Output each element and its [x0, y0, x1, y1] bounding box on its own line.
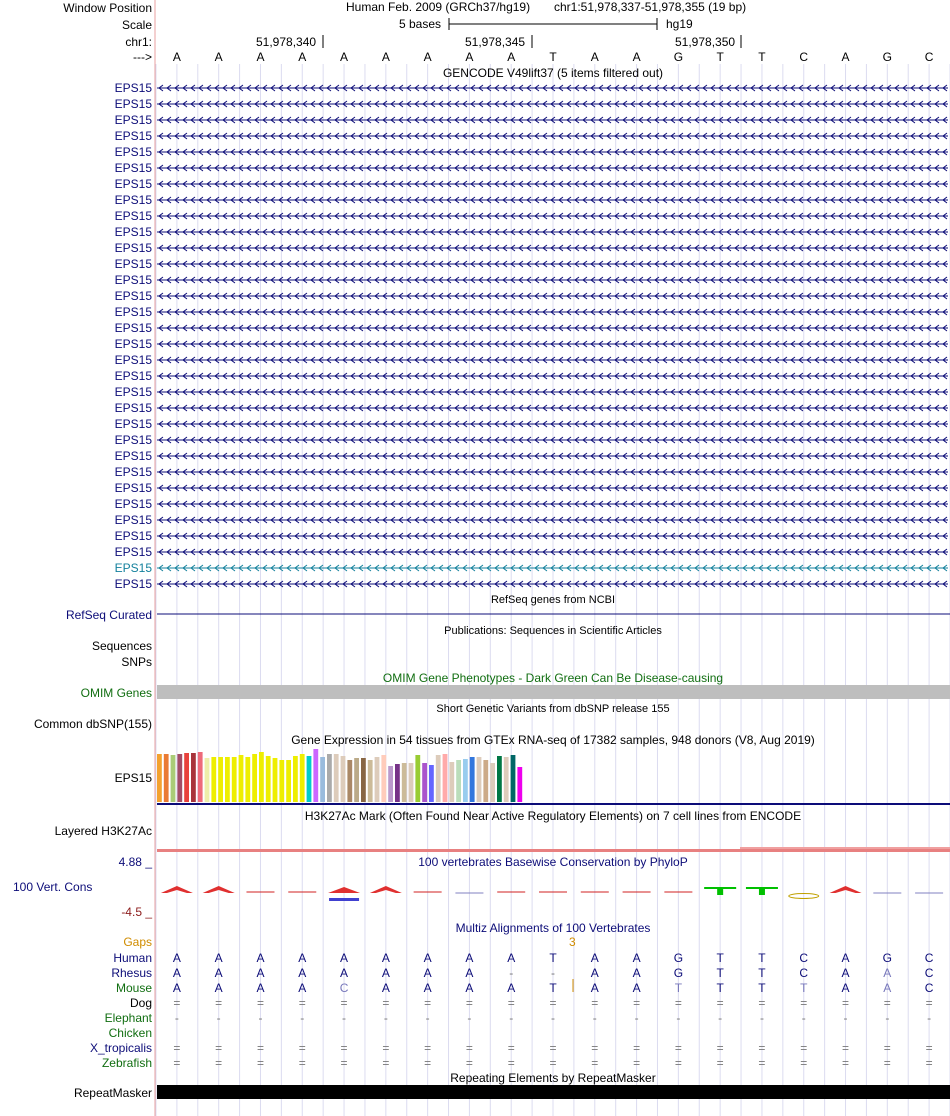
aligned-base: =: [883, 996, 891, 1010]
gtex-tissue-bar: [368, 760, 373, 802]
gtex-tissue-bar: [293, 756, 298, 802]
phylop-max-label: 4.88 _: [118, 855, 152, 869]
gencode-transcript-label[interactable]: EPS15: [114, 577, 152, 591]
aligned-base: =: [173, 1056, 181, 1070]
aligned-base: A: [256, 981, 265, 995]
aligned-base: =: [215, 1041, 223, 1055]
dbsnp-label[interactable]: Common dbSNP(155): [33, 717, 152, 731]
aligned-base: A: [883, 966, 892, 980]
aligned-base: A: [590, 951, 599, 965]
aligned-base: =: [633, 996, 641, 1010]
aligned-base: -: [592, 1011, 597, 1025]
position-text: chr1:51,978,337-51,978,355 (19 bp): [554, 0, 747, 14]
aligned-base: C: [339, 981, 349, 995]
aligned-base: A: [883, 981, 892, 995]
aligned-base: A: [590, 981, 599, 995]
species-label[interactable]: Human: [113, 951, 152, 965]
sequence-base: C: [799, 50, 809, 64]
aligned-base: T: [549, 951, 557, 965]
aligned-base: A: [381, 966, 390, 980]
aligned-base: A: [841, 951, 850, 965]
gtex-tissue-bar: [415, 755, 420, 802]
aligned-base: -: [383, 1011, 388, 1025]
gencode-transcript-label[interactable]: EPS15: [114, 337, 152, 351]
species-label[interactable]: Chicken: [108, 1026, 152, 1040]
aligned-base: A: [256, 951, 265, 965]
sequence-base: G: [673, 50, 684, 64]
aligned-base: A: [632, 981, 641, 995]
aligned-base: =: [800, 1041, 808, 1055]
sequence-base: A: [507, 50, 516, 64]
repeatmasker-track-title[interactable]: Repeating Elements by RepeatMasker: [450, 1071, 656, 1085]
aligned-base: A: [340, 966, 349, 980]
aligned-base: -: [843, 1011, 848, 1025]
aligned-base: =: [298, 1056, 306, 1070]
gtex-tissue-bar: [409, 763, 414, 802]
gtex-track-title[interactable]: Gene Expression in 54 tissues from GTEx RNA-seq of 17382 samples, 948 donors (V8, Aug 2019): [291, 733, 815, 747]
omim-gene-bar: [157, 685, 950, 699]
gaps-label: Gaps: [123, 935, 152, 949]
gencode-transcript-label[interactable]: EPS15: [114, 305, 152, 319]
aligned-base: T: [758, 966, 766, 980]
aligned-base: =: [507, 1041, 515, 1055]
aligned-base: =: [591, 1041, 599, 1055]
aligned-base: A: [298, 981, 307, 995]
aligned-base: A: [465, 966, 474, 980]
gencode-transcript-label[interactable]: EPS15: [114, 177, 152, 191]
aligned-base: A: [381, 981, 390, 995]
gtex-tissue-bar: [191, 753, 196, 802]
gtex-tissue-bar: [490, 763, 495, 802]
gtex-tissue-bar: [443, 754, 448, 802]
aligned-base: C: [924, 951, 934, 965]
tick-label: 51,978,340: [256, 35, 317, 49]
aligned-base: -: [258, 1011, 263, 1025]
refseq-track-title[interactable]: RefSeq genes from NCBI: [490, 594, 616, 606]
h3k27ac-signal-peak: [740, 847, 950, 849]
gencode-transcript-label[interactable]: EPS15: [114, 209, 152, 223]
gencode-transcript-label[interactable]: EPS15: [114, 481, 152, 495]
phylop-negative-bar: [329, 898, 359, 901]
aligned-base: T: [800, 981, 808, 995]
gencode-transcript-label[interactable]: EPS15: [114, 401, 152, 415]
aligned-base: -: [216, 1011, 221, 1025]
aligned-base: A: [507, 981, 516, 995]
sequence-base: A: [841, 50, 850, 64]
species-label[interactable]: Mouse: [115, 981, 152, 995]
gencode-transcript-label[interactable]: EPS15: [114, 449, 152, 463]
gtex-tissue-bar: [422, 763, 427, 802]
gtex-tissue-bar: [517, 767, 522, 802]
h3k27ac-signal: [157, 849, 950, 852]
gtex-tissue-bar: [266, 756, 271, 802]
aligned-base: T: [674, 981, 683, 995]
sequence-base: A: [423, 50, 432, 64]
aligned-base: A: [381, 951, 390, 965]
aligned-base: -: [509, 1011, 514, 1025]
aligned-base: =: [674, 996, 682, 1010]
aligned-base: A: [632, 951, 641, 965]
gtex-tissue-bar: [320, 757, 325, 802]
gencode-transcript-label[interactable]: EPS15: [114, 273, 152, 287]
gencode-transcript-label[interactable]: EPS15: [114, 529, 152, 543]
gtex-tissue-bar: [388, 766, 393, 802]
scale-text: 5 bases: [399, 17, 442, 31]
aligned-base: T: [549, 981, 557, 995]
scale-db: hg19: [666, 17, 693, 31]
aligned-base: =: [173, 996, 181, 1010]
aligned-base: =: [173, 1041, 181, 1055]
sequence-base: T: [716, 50, 724, 64]
aligned-base: =: [633, 1056, 641, 1070]
aligned-base: T: [716, 951, 724, 965]
aligned-base: -: [927, 1011, 932, 1025]
sequence-base: A: [632, 50, 641, 64]
publications-track-title[interactable]: Publications: Sequences in Scientific Articles: [444, 625, 662, 637]
aligned-base: =: [674, 1041, 682, 1055]
gencode-transcript-label[interactable]: EPS15: [114, 561, 152, 575]
species-label[interactable]: X_tropicalis: [89, 1041, 152, 1055]
aligned-base: =: [382, 996, 390, 1010]
aligned-base: =: [340, 1056, 348, 1070]
aligned-base: A: [465, 951, 474, 965]
aligned-base: =: [256, 1056, 264, 1070]
gtex-tissue-bar: [218, 757, 223, 802]
aligned-base: T: [716, 981, 724, 995]
sequence-base: A: [298, 50, 307, 64]
aligned-base: =: [424, 1041, 432, 1055]
aligned-base: C: [799, 951, 809, 965]
aligned-base: =: [674, 1056, 682, 1070]
species-label[interactable]: Elephant: [104, 1011, 152, 1025]
aligned-base: A: [841, 981, 850, 995]
aligned-base: =: [883, 1041, 891, 1055]
phylop-base-glyph: [328, 887, 360, 893]
chrom-label: chr1:: [125, 35, 152, 49]
gtex-tissue-bar: [477, 757, 482, 802]
gtex-tissue-bar: [245, 757, 250, 802]
aligned-base: A: [423, 951, 432, 965]
gencode-transcript-label[interactable]: EPS15: [114, 433, 152, 447]
gtex-tissue-bar: [259, 752, 264, 802]
gtex-tissue-bar: [177, 754, 182, 802]
gtex-tissue-bar: [225, 757, 230, 802]
gencode-transcript-label[interactable]: EPS15: [114, 417, 152, 431]
aligned-base: -: [718, 1011, 723, 1025]
aligned-base: =: [800, 1056, 808, 1070]
gtex-tissue-bar: [239, 755, 244, 802]
aligned-base: =: [925, 996, 933, 1010]
aligned-base: =: [800, 996, 808, 1010]
aligned-base: A: [214, 981, 223, 995]
gencode-transcript-label[interactable]: EPS15: [114, 289, 152, 303]
aligned-base: =: [716, 996, 724, 1010]
gtex-tissue-bar: [164, 754, 169, 802]
gtex-tissue-bar: [198, 752, 203, 802]
gtex-tissue-bar: [347, 760, 352, 802]
omim-label[interactable]: OMIM Genes: [80, 686, 152, 700]
aligned-base: =: [549, 1056, 557, 1070]
aligned-base: =: [507, 996, 515, 1010]
aligned-base: =: [591, 1056, 599, 1070]
dbsnp-track-title[interactable]: Short Genetic Variants from dbSNP release 155: [436, 703, 670, 715]
gtex-tissue-bar: [171, 755, 176, 802]
aligned-base: =: [465, 1056, 473, 1070]
aligned-base: =: [716, 1041, 724, 1055]
gtex-tissue-bar: [341, 756, 346, 802]
aligned-base: G: [882, 951, 892, 965]
h3k27ac-label[interactable]: Layered H3K27Ac: [54, 824, 152, 838]
gencode-transcript-label[interactable]: EPS15: [114, 161, 152, 175]
aligned-base: =: [758, 1056, 766, 1070]
gencode-transcript-label[interactable]: EPS15: [114, 193, 152, 207]
aligned-base: =: [549, 996, 557, 1010]
gtex-tissue-bar: [300, 754, 305, 802]
aligned-base: =: [256, 996, 264, 1010]
aligned-base: A: [214, 951, 223, 965]
repeatmasker-bar: [157, 1085, 950, 1099]
gtex-tissue-bar: [470, 757, 475, 802]
gencode-transcript-label[interactable]: EPS15: [114, 145, 152, 159]
gtex-tissue-bar: [354, 758, 359, 802]
aligned-base: C: [924, 966, 934, 980]
aligned-base: =: [758, 996, 766, 1010]
aligned-base: A: [632, 966, 641, 980]
gtex-tissue-bar: [483, 760, 488, 802]
gtex-tissue-bar: [511, 755, 516, 802]
gtex-tissue-bar: [402, 763, 407, 802]
aligned-base: -: [676, 1011, 681, 1025]
window-position-label: Window Position: [63, 1, 152, 15]
gencode-transcript-label[interactable]: EPS15: [114, 97, 152, 111]
aligned-base: =: [382, 1056, 390, 1070]
aligned-base: =: [298, 1041, 306, 1055]
gtex-tissue-bar: [232, 757, 237, 802]
aligned-base: =: [925, 1056, 933, 1070]
gencode-transcript-label[interactable]: EPS15: [114, 497, 152, 511]
gencode-transcript-label[interactable]: EPS15: [114, 129, 152, 143]
gtex-tissue-bar: [375, 757, 380, 802]
species-label[interactable]: Dog: [129, 996, 152, 1010]
aligned-base: -: [759, 1011, 764, 1025]
sequence-base: T: [549, 50, 557, 64]
aligned-base: A: [172, 951, 181, 965]
aligned-base: -: [174, 1011, 179, 1025]
aligned-base: T: [758, 951, 766, 965]
phylop-base-glyph: [717, 887, 723, 895]
gtex-tissue-bar: [334, 754, 339, 802]
aligned-base: =: [215, 996, 223, 1010]
sequence-base: A: [590, 50, 599, 64]
aligned-base: -: [885, 1011, 890, 1025]
gencode-transcript-label[interactable]: EPS15: [114, 81, 152, 95]
gtex-tissue-bar: [381, 755, 386, 802]
sequence-base: A: [172, 50, 181, 64]
aligned-base: -: [342, 1011, 347, 1025]
gtex-tissue-bar: [307, 756, 312, 802]
aligned-base: G: [673, 951, 684, 965]
sequence-base: A: [340, 50, 349, 64]
gtex-tissue-bar: [429, 765, 434, 802]
aligned-base: =: [424, 1056, 432, 1070]
gtex-tissue-bar: [279, 760, 284, 802]
gencode-track-title[interactable]: GENCODE V49lift37 (5 items filtered out): [442, 66, 664, 80]
gencode-transcript-label[interactable]: EPS15: [114, 113, 152, 127]
gtex-tissue-bar: [313, 749, 318, 802]
sequence-base: A: [256, 50, 265, 64]
aligned-base: A: [298, 966, 307, 980]
publications-label-sequences[interactable]: Sequences: [91, 639, 152, 653]
sequence-base: A: [214, 50, 223, 64]
aligned-base: C: [799, 966, 809, 980]
aligned-base: =: [549, 1041, 557, 1055]
aligned-base: A: [507, 951, 516, 965]
aligned-base: -: [467, 1011, 472, 1025]
gtex-tissue-bar: [463, 759, 468, 802]
aligned-base: -: [634, 1011, 639, 1025]
aligned-base: A: [841, 966, 850, 980]
aligned-base: -: [509, 966, 514, 980]
sequence-base: A: [381, 50, 390, 64]
sequence-base: A: [465, 50, 474, 64]
phylop-label[interactable]: 100 Vert. Cons: [13, 880, 93, 894]
aligned-base: C: [924, 981, 934, 995]
sequence-base: G: [882, 50, 892, 64]
omim-track-title[interactable]: OMIM Gene Phenotypes - Dark Green Can Be Disease-causing: [382, 671, 724, 685]
gtex-tissue-bar: [497, 756, 502, 802]
aligned-base: =: [507, 1056, 515, 1070]
aligned-base: =: [256, 1041, 264, 1055]
gtex-tissue-bar: [436, 755, 441, 802]
aligned-base: =: [298, 996, 306, 1010]
multiz-track-title[interactable]: Multiz Alignments of 100 Vertebrates: [455, 921, 651, 935]
tick-label: 51,978,350: [675, 35, 736, 49]
gencode-transcript-label[interactable]: EPS15: [114, 241, 152, 255]
aligned-base: -: [425, 1011, 430, 1025]
gencode-transcript-label[interactable]: EPS15: [114, 369, 152, 383]
aligned-base: -: [801, 1011, 806, 1025]
aligned-base: A: [298, 951, 307, 965]
gtex-tissue-bar: [456, 760, 461, 802]
repeatmasker-label[interactable]: RepeatMasker: [73, 1086, 152, 1100]
phylop-base-glyph: [759, 887, 765, 895]
gencode-transcript-label[interactable]: EPS15: [114, 513, 152, 527]
aligned-base: =: [842, 1041, 850, 1055]
gencode-transcript-label[interactable]: EPS15: [114, 257, 152, 271]
aligned-base: A: [340, 951, 349, 965]
aligned-base: A: [256, 966, 265, 980]
aligned-base: -: [300, 1011, 305, 1025]
aligned-base: -: [551, 1011, 555, 1025]
h3k27ac-track-title[interactable]: H3K27Ac Mark (Often Found Near Active Regulatory Elements) on 7 cell lines from ENCODE: [304, 809, 802, 823]
aligned-base: =: [382, 1041, 390, 1055]
aligned-base: =: [340, 1041, 348, 1055]
gtex-tissue-bar: [205, 758, 210, 802]
aligned-base: =: [842, 1056, 850, 1070]
phylop-min-label: -4.5 _: [121, 905, 152, 919]
gtex-gene-label[interactable]: EPS15: [114, 771, 152, 785]
aligned-base: A: [423, 981, 432, 995]
publications-label-snps[interactable]: SNPs: [121, 655, 152, 669]
gencode-transcript-label[interactable]: EPS15: [114, 321, 152, 335]
gtex-tissue-bar: [504, 757, 509, 802]
aligned-base: =: [340, 996, 348, 1010]
gtex-tissue-bar: [157, 754, 162, 802]
gencode-transcript-label[interactable]: EPS15: [114, 353, 152, 367]
phylop-track-title[interactable]: 100 vertebrates Basewise Conservation by PhyloP: [418, 855, 688, 869]
tick-label: 51,978,345: [465, 35, 526, 49]
aligned-base: T: [758, 981, 766, 995]
gencode-transcript-label[interactable]: EPS15: [114, 545, 152, 559]
scale-label: Scale: [121, 18, 152, 32]
aligned-base: =: [465, 996, 473, 1010]
aligned-base: =: [633, 1041, 641, 1055]
gencode-transcript-label[interactable]: EPS15: [114, 225, 152, 239]
gtex-tissue-bar: [449, 762, 454, 802]
aligned-base: =: [215, 1056, 223, 1070]
species-label[interactable]: Zebrafish: [101, 1056, 152, 1070]
gtex-tissue-bar: [252, 754, 257, 802]
aligned-base: G: [673, 966, 684, 980]
aligned-base: A: [465, 981, 474, 995]
aligned-base: =: [591, 996, 599, 1010]
aligned-base: =: [424, 996, 432, 1010]
aligned-base: =: [716, 1056, 724, 1070]
aligned-base: =: [883, 1056, 891, 1070]
assembly-text: Human Feb. 2009 (GRCh37/hg19): [346, 0, 531, 14]
aligned-base: A: [423, 966, 432, 980]
aligned-base: A: [172, 966, 181, 980]
refseq-label[interactable]: RefSeq Curated: [65, 608, 152, 622]
gtex-tissue-bar: [327, 754, 332, 802]
gtex-tissue-bar: [286, 760, 291, 802]
aligned-base: A: [214, 966, 223, 980]
aligned-base: A: [590, 966, 599, 980]
sequence-base: T: [758, 50, 766, 64]
aligned-base: =: [925, 1041, 933, 1055]
species-label[interactable]: Rhesus: [111, 966, 152, 980]
gaps-value: 3: [569, 935, 576, 949]
gtex-tissue-bar: [273, 758, 278, 802]
aligned-base: T: [716, 966, 724, 980]
aligned-base: =: [465, 1041, 473, 1055]
gencode-transcript-label[interactable]: EPS15: [114, 465, 152, 479]
gtex-tissue-bar: [184, 753, 189, 802]
gencode-transcript-label[interactable]: EPS15: [114, 385, 152, 399]
aligned-base: =: [758, 1041, 766, 1055]
strand-label: --->: [133, 50, 152, 64]
aligned-base: -: [551, 966, 555, 980]
gtex-tissue-bar: [211, 757, 216, 802]
gtex-tissue-bar: [361, 758, 366, 802]
aligned-base: =: [842, 996, 850, 1010]
aligned-base: A: [172, 981, 181, 995]
gtex-tissue-bar: [395, 764, 400, 802]
sequence-base: C: [924, 50, 934, 64]
